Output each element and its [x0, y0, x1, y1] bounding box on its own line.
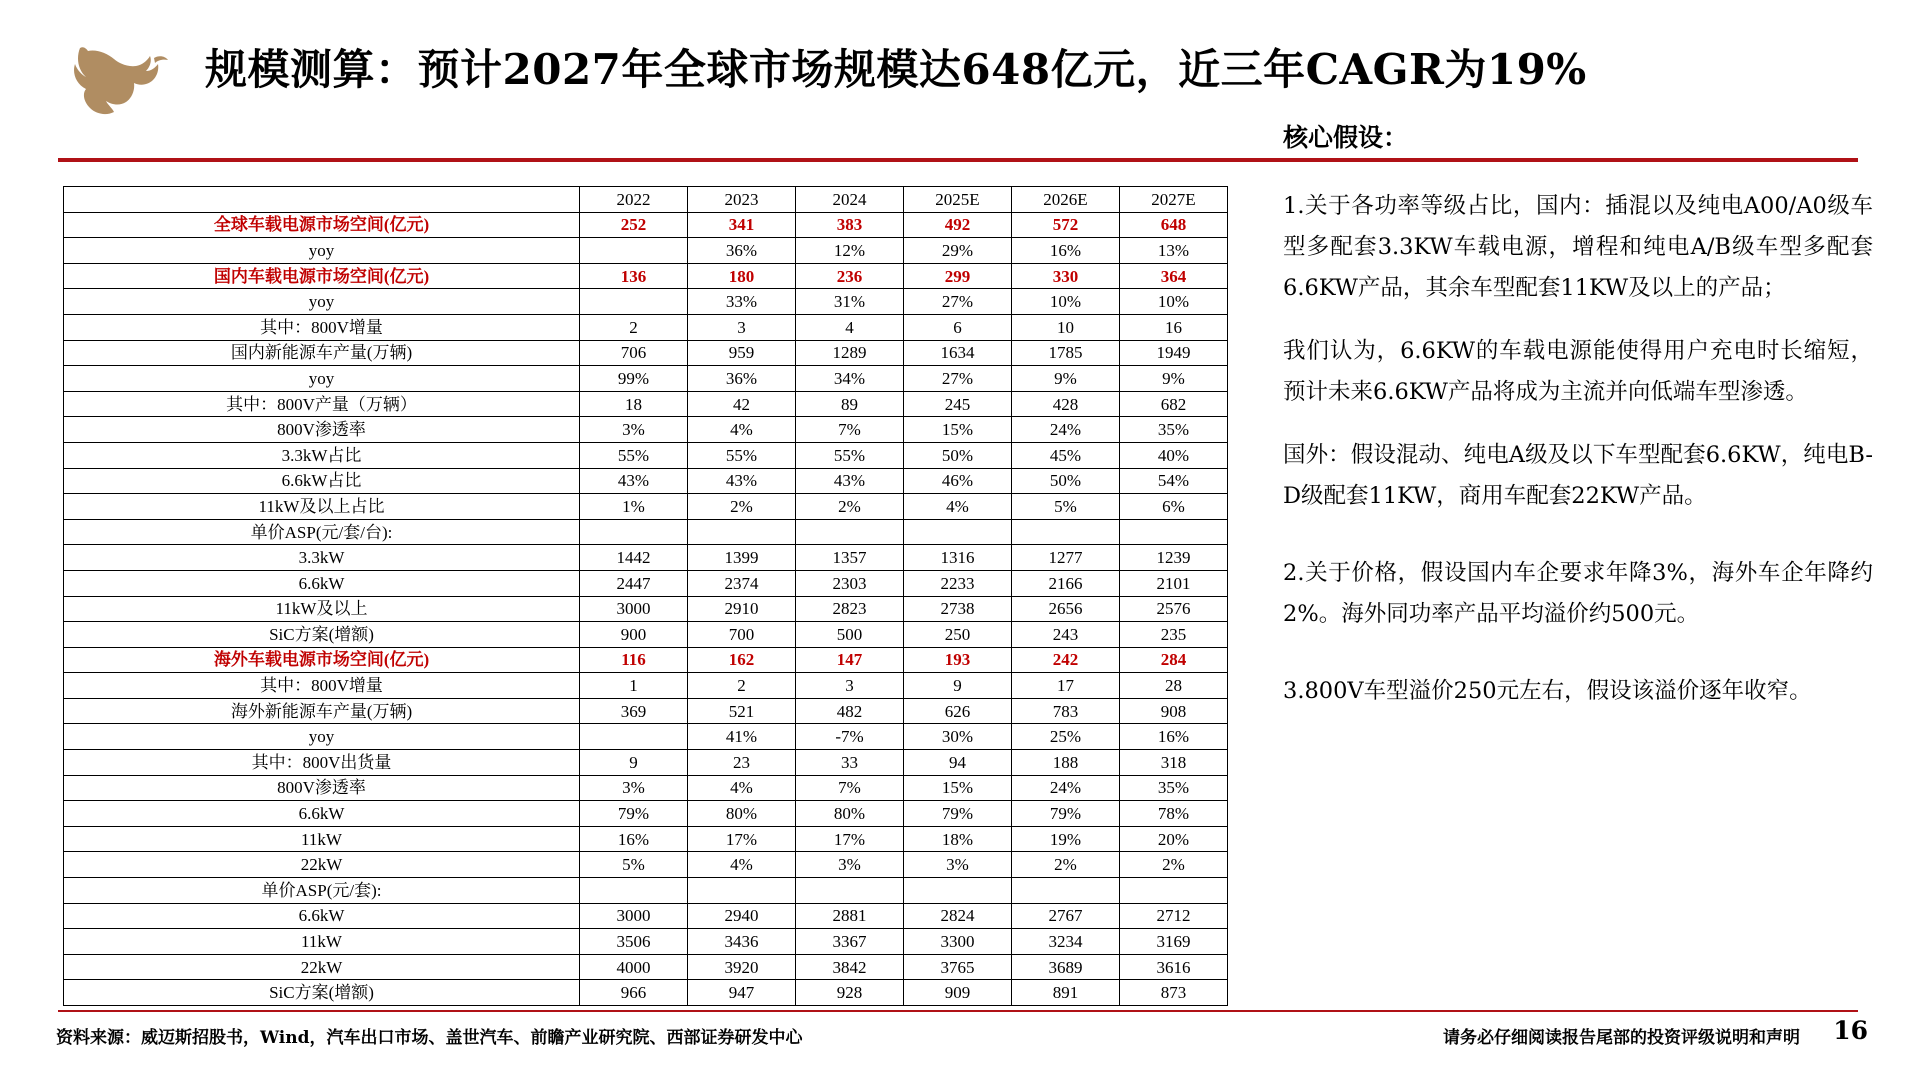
row-label: 单价ASP(元/套):	[64, 878, 580, 904]
cell-2023: 80%	[688, 801, 796, 827]
cell-2025E: 1634	[904, 340, 1012, 366]
table-row	[64, 903, 1228, 929]
cell-2027E: 2576	[1120, 596, 1228, 622]
column-header-2022: 2022	[580, 187, 688, 213]
market-size-table	[63, 186, 1228, 1006]
cell-2027E: 648	[1120, 212, 1228, 238]
cell-2022: 79%	[580, 801, 688, 827]
table-row	[64, 673, 1228, 699]
cell-2026E: 428	[1012, 391, 1120, 417]
table-row	[64, 263, 1228, 289]
table-row	[64, 852, 1228, 878]
cell-2022	[580, 724, 688, 750]
cell-2026E: 188	[1012, 750, 1120, 776]
cell-2027E: 3169	[1120, 929, 1228, 955]
row-label: yoy	[64, 289, 580, 315]
cell-2023: 23	[688, 750, 796, 776]
cell-2026E	[1012, 519, 1120, 545]
row-label: yoy	[64, 724, 580, 750]
cell-2027E: 2%	[1120, 852, 1228, 878]
cell-2027E: 318	[1120, 750, 1228, 776]
cell-2025E: 6	[904, 314, 1012, 340]
assumption-paragraph-4: 2.关于价格，假设国内车企要求年降3%，海外车企年降约2%。海外同功率产品平均溢价约500元。	[1283, 560, 1873, 627]
cell-2022: 3506	[580, 929, 688, 955]
cell-2027E: 3616	[1120, 954, 1228, 980]
cell-2024: 33	[796, 750, 904, 776]
cell-2024: 2303	[796, 570, 904, 596]
cell-2022: 1%	[580, 494, 688, 520]
table-row	[64, 954, 1228, 980]
cell-2026E: 5%	[1012, 494, 1120, 520]
cell-2026E: 79%	[1012, 801, 1120, 827]
row-label: 其中：800V增量	[64, 314, 580, 340]
cell-2024: 4	[796, 314, 904, 340]
cell-2023: 42	[688, 391, 796, 417]
cell-2023: 2	[688, 673, 796, 699]
cell-2024: 7%	[796, 417, 904, 443]
cell-2027E: 2101	[1120, 570, 1228, 596]
cell-2025E: 27%	[904, 289, 1012, 315]
row-label: 22kW	[64, 852, 580, 878]
cell-2022: 706	[580, 340, 688, 366]
assumption-paragraph-2: 我们认为，6.6KW的车载电源能使得用户充电时长缩短，预计未来6.6KW产品将成为主流并向低端车型渗透。	[1283, 338, 1873, 405]
row-label: 22kW	[64, 954, 580, 980]
row-label: 6.6kW	[64, 801, 580, 827]
cell-2026E: 19%	[1012, 826, 1120, 852]
row-label: 800V渗透率	[64, 775, 580, 801]
cell-2025E: 2824	[904, 903, 1012, 929]
row-label: 国内新能源车产量(万辆)	[64, 340, 580, 366]
cell-2025E: 29%	[904, 238, 1012, 264]
row-label: SiC方案(增额)	[64, 980, 580, 1006]
cell-2026E: 1277	[1012, 545, 1120, 571]
cell-2023: 180	[688, 263, 796, 289]
cell-2023: 2910	[688, 596, 796, 622]
table-row	[64, 622, 1228, 648]
cell-2024: 34%	[796, 366, 904, 392]
table-row	[64, 750, 1228, 776]
table-row	[64, 494, 1228, 520]
cell-2026E: 2%	[1012, 852, 1120, 878]
table-row	[64, 545, 1228, 571]
cell-2026E: 891	[1012, 980, 1120, 1006]
row-label: 3.3kW	[64, 545, 580, 571]
cell-2023: 521	[688, 698, 796, 724]
cell-2025E: 245	[904, 391, 1012, 417]
row-label: 6.6kW占比	[64, 468, 580, 494]
row-label: 国内车载电源市场空间(亿元)	[64, 263, 580, 289]
row-label: 6.6kW	[64, 570, 580, 596]
row-label: 其中：800V出货量	[64, 750, 580, 776]
cell-2022: 369	[580, 698, 688, 724]
cell-2025E: 3%	[904, 852, 1012, 878]
table-row	[64, 570, 1228, 596]
column-header-2027E: 2027E	[1120, 187, 1228, 213]
column-header-2025E: 2025E	[904, 187, 1012, 213]
cell-2023: 2%	[688, 494, 796, 520]
table-row	[64, 289, 1228, 315]
row-label: 800V渗透率	[64, 417, 580, 443]
cell-2023: 43%	[688, 468, 796, 494]
cell-2022: 3000	[580, 903, 688, 929]
cell-2026E: 783	[1012, 698, 1120, 724]
table-row	[64, 340, 1228, 366]
cell-2022: 5%	[580, 852, 688, 878]
cell-2024: 2881	[796, 903, 904, 929]
cell-2022: 1442	[580, 545, 688, 571]
cell-2026E: 17	[1012, 673, 1120, 699]
cell-2025E: 9	[904, 673, 1012, 699]
cell-2024: -7%	[796, 724, 904, 750]
row-label: 单价ASP(元/套/台):	[64, 519, 580, 545]
cell-2024: 383	[796, 212, 904, 238]
cell-2022: 966	[580, 980, 688, 1006]
row-label: 其中：800V增量	[64, 673, 580, 699]
cell-2022: 252	[580, 212, 688, 238]
cell-2024: 43%	[796, 468, 904, 494]
table-row	[64, 775, 1228, 801]
cell-2025E: 15%	[904, 417, 1012, 443]
cell-2022: 16%	[580, 826, 688, 852]
cell-2023: 1399	[688, 545, 796, 571]
cell-2025E: 3300	[904, 929, 1012, 955]
cell-2023: 33%	[688, 289, 796, 315]
cell-2023: 17%	[688, 826, 796, 852]
row-label: 3.3kW占比	[64, 442, 580, 468]
row-label: 11kW	[64, 929, 580, 955]
cell-2027E: 35%	[1120, 775, 1228, 801]
table-corner-cell	[64, 187, 580, 213]
row-label: 11kW	[64, 826, 580, 852]
page-title: 规模测算：预计2027年全球市场规模达648亿元，近三年CAGR为19%	[205, 45, 1587, 94]
row-label: 全球车载电源市场空间(亿元)	[64, 212, 580, 238]
cell-2023: 959	[688, 340, 796, 366]
cell-2026E: 25%	[1012, 724, 1120, 750]
cell-2026E: 243	[1012, 622, 1120, 648]
cell-2022: 3%	[580, 417, 688, 443]
cell-2024: 482	[796, 698, 904, 724]
cell-2027E: 364	[1120, 263, 1228, 289]
cell-2022	[580, 878, 688, 904]
cell-2023: 36%	[688, 238, 796, 264]
header-divider-rule	[58, 158, 1858, 162]
cell-2025E: 15%	[904, 775, 1012, 801]
cell-2026E: 242	[1012, 647, 1120, 673]
cell-2026E: 2656	[1012, 596, 1120, 622]
cell-2025E	[904, 519, 1012, 545]
cell-2022: 9	[580, 750, 688, 776]
cell-2026E: 10	[1012, 314, 1120, 340]
cell-2024	[796, 878, 904, 904]
cell-2027E: 873	[1120, 980, 1228, 1006]
row-label: 其中：800V产量（万辆）	[64, 391, 580, 417]
cell-2023: 36%	[688, 366, 796, 392]
cell-2022: 4000	[580, 954, 688, 980]
cell-2025E: 3765	[904, 954, 1012, 980]
core-assumption-heading: 核心假设：	[1283, 123, 1409, 152]
cell-2024: 31%	[796, 289, 904, 315]
cell-2022: 1	[580, 673, 688, 699]
table-row	[64, 929, 1228, 955]
cell-2022	[580, 289, 688, 315]
cell-2025E: 492	[904, 212, 1012, 238]
cell-2024: 928	[796, 980, 904, 1006]
cell-2027E: 40%	[1120, 442, 1228, 468]
cell-2027E	[1120, 519, 1228, 545]
column-header-2023: 2023	[688, 187, 796, 213]
cell-2023: 41%	[688, 724, 796, 750]
cell-2026E: 50%	[1012, 468, 1120, 494]
assumption-paragraph-3: 国外：假设混动、纯电A级及以下车型配套6.6KW，纯电B-D级配套11KW，商用车配套22KW产品。	[1283, 442, 1873, 509]
table-row	[64, 366, 1228, 392]
cell-2024: 1289	[796, 340, 904, 366]
table-row	[64, 238, 1228, 264]
cell-2022: 3000	[580, 596, 688, 622]
table-row	[64, 417, 1228, 443]
cell-2027E: 16%	[1120, 724, 1228, 750]
cell-2025E: 94	[904, 750, 1012, 776]
table-row	[64, 212, 1228, 238]
cell-2023	[688, 878, 796, 904]
cell-2024: 7%	[796, 775, 904, 801]
cell-2023: 947	[688, 980, 796, 1006]
table-row	[64, 801, 1228, 827]
cell-2026E: 24%	[1012, 775, 1120, 801]
cell-2025E: 2233	[904, 570, 1012, 596]
column-header-2026E: 2026E	[1012, 187, 1120, 213]
cell-2027E: 78%	[1120, 801, 1228, 827]
cell-2027E: 284	[1120, 647, 1228, 673]
cell-2027E: 2712	[1120, 903, 1228, 929]
slide-header	[0, 0, 1920, 150]
cell-2024: 89	[796, 391, 904, 417]
cell-2024: 500	[796, 622, 904, 648]
cell-2025E	[904, 878, 1012, 904]
cell-2024: 147	[796, 647, 904, 673]
cell-2027E: 6%	[1120, 494, 1228, 520]
cell-2025E: 27%	[904, 366, 1012, 392]
cell-2026E: 9%	[1012, 366, 1120, 392]
table-row	[64, 647, 1228, 673]
cell-2023: 4%	[688, 852, 796, 878]
cell-2027E: 54%	[1120, 468, 1228, 494]
cell-2025E: 79%	[904, 801, 1012, 827]
cell-2023: 55%	[688, 442, 796, 468]
cell-2024: 17%	[796, 826, 904, 852]
cell-2026E: 3234	[1012, 929, 1120, 955]
cell-2022: 55%	[580, 442, 688, 468]
cell-2022: 3%	[580, 775, 688, 801]
cell-2022: 900	[580, 622, 688, 648]
cell-2024: 2823	[796, 596, 904, 622]
cell-2024: 3367	[796, 929, 904, 955]
cell-2024: 3	[796, 673, 904, 699]
row-label: SiC方案(增额)	[64, 622, 580, 648]
core-assumptions-text	[1283, 186, 1873, 712]
cell-2023: 2940	[688, 903, 796, 929]
cell-2027E: 235	[1120, 622, 1228, 648]
cell-2025E: 626	[904, 698, 1012, 724]
cell-2026E: 45%	[1012, 442, 1120, 468]
table-row	[64, 468, 1228, 494]
row-label: 11kW及以上	[64, 596, 580, 622]
table-row	[64, 596, 1228, 622]
cell-2022: 18	[580, 391, 688, 417]
cell-2027E: 908	[1120, 698, 1228, 724]
cell-2025E: 2738	[904, 596, 1012, 622]
cell-2025E: 46%	[904, 468, 1012, 494]
cell-2025E: 909	[904, 980, 1012, 1006]
cell-2025E: 30%	[904, 724, 1012, 750]
assumption-paragraph-5: 3.800V车型溢价250元左右，假设该溢价逐年收窄。	[1283, 678, 1812, 704]
cell-2023: 3	[688, 314, 796, 340]
cell-2027E: 1239	[1120, 545, 1228, 571]
cell-2025E: 1316	[904, 545, 1012, 571]
table-header-row	[64, 187, 1228, 213]
cell-2027E: 1949	[1120, 340, 1228, 366]
cell-2024: 2%	[796, 494, 904, 520]
cell-2022	[580, 238, 688, 264]
market-size-table-container	[63, 186, 1227, 1006]
cell-2023: 341	[688, 212, 796, 238]
cell-2022: 2	[580, 314, 688, 340]
assumption-paragraph-1: 1.关于各功率等级占比，国内：插混以及纯电A00/A0级车型多配套3.3KW车载电源，增程和纯电A/B级车型多配套6.6KW产品，其余车型配套11KW及以上的产品；	[1283, 193, 1873, 301]
cell-2023: 162	[688, 647, 796, 673]
row-label: 6.6kW	[64, 903, 580, 929]
cell-2027E: 16	[1120, 314, 1228, 340]
cell-2027E	[1120, 878, 1228, 904]
cell-2024: 55%	[796, 442, 904, 468]
cell-2023: 4%	[688, 417, 796, 443]
cell-2024: 3842	[796, 954, 904, 980]
cell-2027E: 35%	[1120, 417, 1228, 443]
cell-2026E: 16%	[1012, 238, 1120, 264]
cell-2024: 3%	[796, 852, 904, 878]
cell-2022: 2447	[580, 570, 688, 596]
cell-2023: 2374	[688, 570, 796, 596]
cell-2023: 4%	[688, 775, 796, 801]
cell-2022: 99%	[580, 366, 688, 392]
row-label: 海外车载电源市场空间(亿元)	[64, 647, 580, 673]
cell-2027E: 682	[1120, 391, 1228, 417]
cell-2025E: 250	[904, 622, 1012, 648]
cell-2024	[796, 519, 904, 545]
source-note: 资料来源：威迈斯招股书，Wind，汽车出口市场、盖世汽车、前瞻产业研究院、西部证券研发中心	[56, 1028, 803, 1048]
bull-logo-icon	[62, 42, 180, 120]
table-row	[64, 724, 1228, 750]
cell-2026E: 572	[1012, 212, 1120, 238]
footer-divider-rule	[58, 1010, 1858, 1012]
cell-2025E: 4%	[904, 494, 1012, 520]
cell-2023: 3920	[688, 954, 796, 980]
table-row	[64, 314, 1228, 340]
cell-2026E: 3689	[1012, 954, 1120, 980]
cell-2024: 1357	[796, 545, 904, 571]
cell-2027E: 10%	[1120, 289, 1228, 315]
cell-2025E: 18%	[904, 826, 1012, 852]
column-header-2024: 2024	[796, 187, 904, 213]
cell-2022	[580, 519, 688, 545]
cell-2026E	[1012, 878, 1120, 904]
row-label: yoy	[64, 366, 580, 392]
cell-2026E: 24%	[1012, 417, 1120, 443]
cell-2026E: 1785	[1012, 340, 1120, 366]
row-label: 11kW及以上占比	[64, 494, 580, 520]
cell-2023: 3436	[688, 929, 796, 955]
cell-2026E: 2166	[1012, 570, 1120, 596]
table-row	[64, 698, 1228, 724]
cell-2027E: 13%	[1120, 238, 1228, 264]
cell-2027E: 20%	[1120, 826, 1228, 852]
cell-2026E: 330	[1012, 263, 1120, 289]
cell-2025E: 193	[904, 647, 1012, 673]
cell-2024: 12%	[796, 238, 904, 264]
cell-2025E: 299	[904, 263, 1012, 289]
cell-2022: 116	[580, 647, 688, 673]
table-row	[64, 826, 1228, 852]
row-label: yoy	[64, 238, 580, 264]
table-row	[64, 391, 1228, 417]
cell-2022: 43%	[580, 468, 688, 494]
table-row	[64, 878, 1228, 904]
cell-2027E: 28	[1120, 673, 1228, 699]
cell-2026E: 10%	[1012, 289, 1120, 315]
cell-2026E: 2767	[1012, 903, 1120, 929]
disclaimer-note: 请务必仔细阅读报告尾部的投资评级说明和声明	[1443, 1028, 1800, 1048]
cell-2023	[688, 519, 796, 545]
cell-2025E: 50%	[904, 442, 1012, 468]
cell-2024: 236	[796, 263, 904, 289]
cell-2022: 136	[580, 263, 688, 289]
page-number: 16	[1833, 1016, 1868, 1045]
cell-2027E: 9%	[1120, 366, 1228, 392]
table-row	[64, 980, 1228, 1006]
table-row	[64, 519, 1228, 545]
row-label: 海外新能源车产量(万辆)	[64, 698, 580, 724]
table-body	[64, 212, 1228, 1005]
table-row	[64, 442, 1228, 468]
cell-2024: 80%	[796, 801, 904, 827]
cell-2023: 700	[688, 622, 796, 648]
